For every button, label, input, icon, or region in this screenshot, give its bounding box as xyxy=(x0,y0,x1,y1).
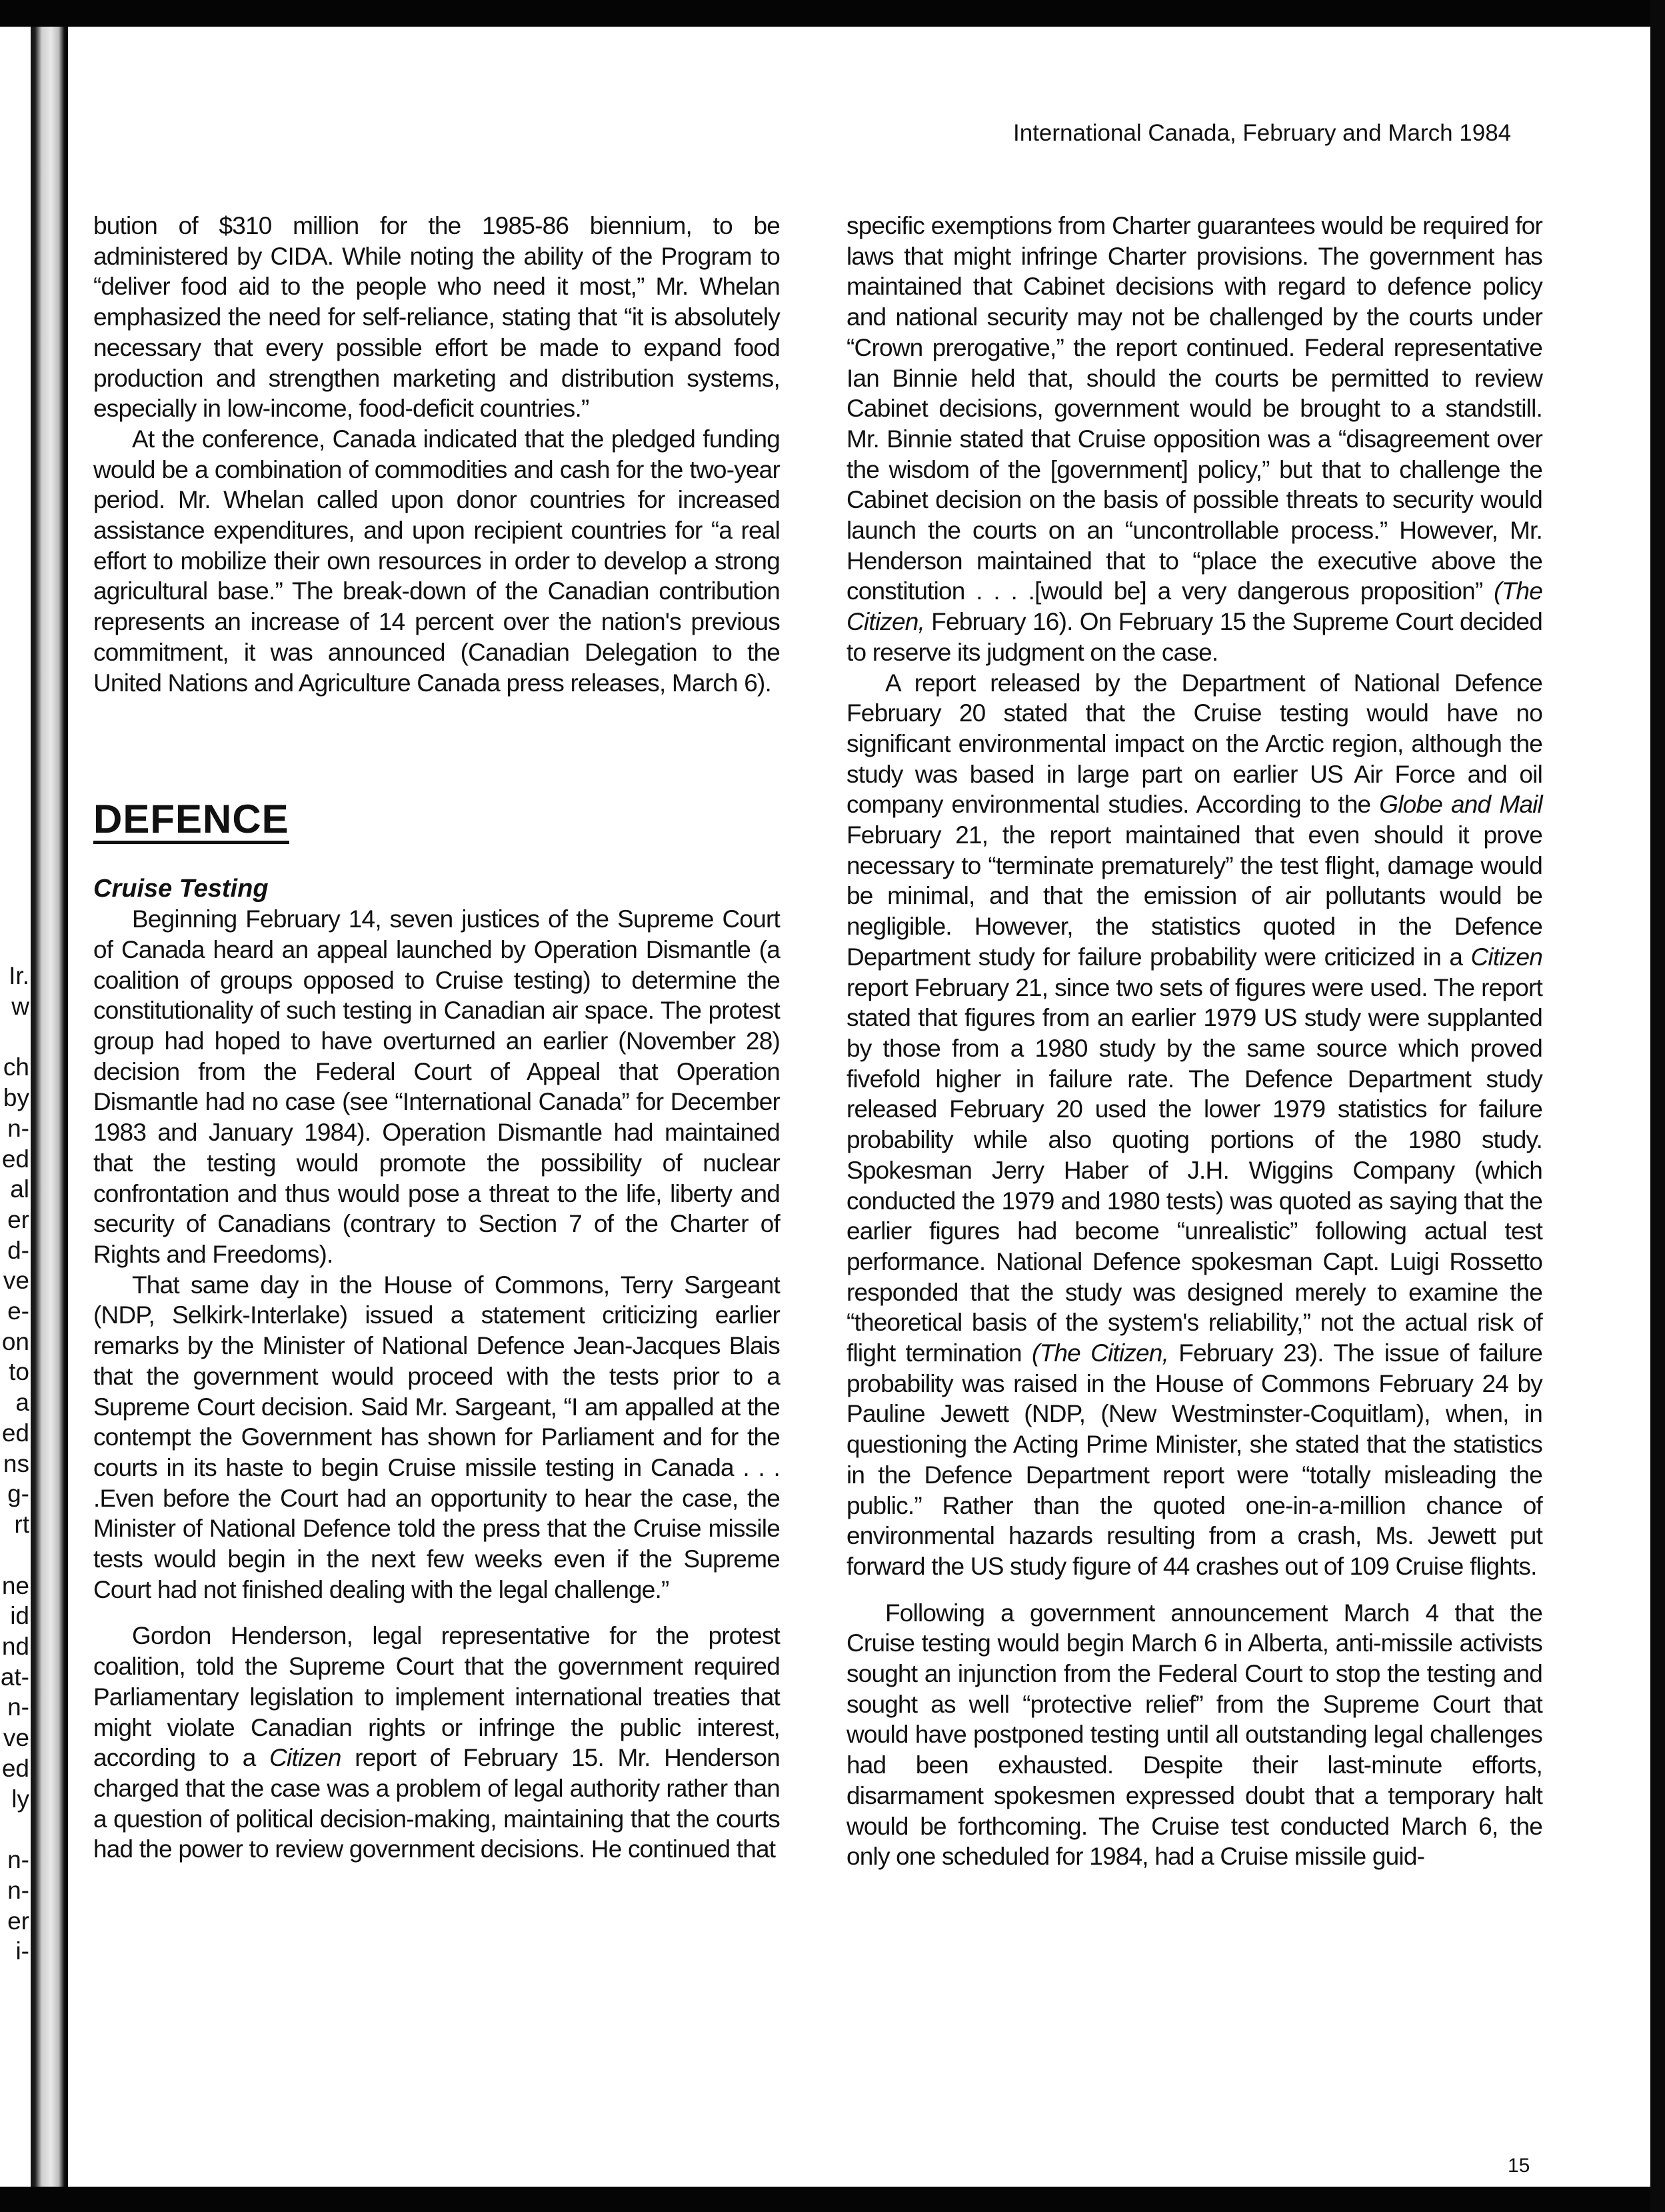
text-run: At the conference, Canada indicated that the pledged funding would be a combination of commodities and cash for the two-year period. Mr. Whelan called upon donor countries for increased assistance expenditures, and upon recipient countries for “a real effort to mobilize their own resources in order to develop a strong agricultural base.” The break-down of the Canadian contribution represents an increase of 14 percent over the nation's previous commitment, it was announced (Canadian Delegation to the United Nations and Agriculture Canada press releases, March 6). xyxy=(93,425,780,697)
text-run: report of February 15. Mr. Henderson charged that the case was a problem of legal authority rather than a question of political decision-making, maintaining that the courts had the power to review government decisions. He continued that xyxy=(93,1744,780,1863)
margin-fragment: ed xyxy=(1,1145,29,1173)
italic-citation: Citizen xyxy=(269,1744,341,1772)
left-column-top xyxy=(93,211,780,698)
margin-fragment: ne xyxy=(1,1571,29,1599)
paragraph xyxy=(93,904,780,1269)
page-binding-shadow xyxy=(31,27,68,2187)
text-run: Following a government announcement March 4 that the Cruise testing would begin March 6 in Alberta, anti-missile activists sought an injunction from the Federal Court to stop the testing and sought as well “protective relief” from the Supreme Court that would have postponed testing until all outstanding legal challenges had been exhausted. Despite their last-minute efforts, disarmament spokesmen expressed doubt that a temporary halt would be forthcoming. The Cruise test conducted March 6, the only one scheduled for 1984, had a Cruise missile guid- xyxy=(846,1599,1542,1871)
margin-fragment: n- xyxy=(7,1114,29,1142)
margin-fragment: ed xyxy=(1,1419,29,1447)
subsection-heading: Cruise Testing xyxy=(93,875,269,903)
text-run: February 23). The issue of failure probability was raised in the House of Commons February 24 by Pauline Jewett (NDP, (New Westminster-Coquitlam), when, in questioning the Acting Prime Minister, she stated that the statistics in the Defence Department report were “totally misleading the public.” Rather than the quoted one-in-a-million chance of environmental hazards resulting from a crash, Ms. Jewett put forward the US study figure of 44 crashes out of 109 Cruise flights. xyxy=(846,1339,1542,1580)
left-column xyxy=(93,211,780,1865)
text-run: specific exemptions from Charter guarantees would be required for laws that might infringe Charter provisions. The government has maintained that Cabinet decisions with regard to defence policy and national security may not be challenged by the courts under “Crown prerogative,” the report continued. Federal representative Ian Binnie held that, should the courts be permitted to review Cabinet decisions, government would be brought to a standstill. Mr. Binnie stated that Cruise opposition was a “disagreement over the wisdom of the [government] policy,” but that to challenge the Cabinet decision on the basis of possible threats to security would launch the courts on an “uncontrollable process.” However, Mr. Henderson maintained that to “place the executive above the constitution . . . .[would be] a very dangerous proposition” xyxy=(846,212,1542,605)
margin-fragment: ve xyxy=(3,1267,29,1295)
text-run: A report released by the Department of National Defence February 20 stated that the Cruise testing would have no significant environmental impact on the Arctic region, although the study was based in large part on earlier US Air Force and oil company environmental studies. According to the xyxy=(846,669,1542,819)
page-number: 15 xyxy=(1508,2155,1530,2177)
margin-fragment: to xyxy=(9,1358,29,1386)
margin-fragment: e- xyxy=(7,1297,29,1325)
adjacent-page-fragments xyxy=(0,1571,29,1815)
paragraph xyxy=(93,211,780,424)
margin-fragment: ed xyxy=(1,1754,29,1782)
text-run: bution of $310 million for the 1985-86 biennium, to be administered by CIDA. While noting the ability of the Program to “deliver food aid to the people who need it most,” Mr. Whelan emphasized the need for self-reliance, stating that “it is absolutely necessary that every possible effort be made to expand food production and strengthen marketing and distribution systems, especially in low-income, food-deficit countries.” xyxy=(93,212,780,423)
paragraph xyxy=(846,668,1542,1582)
margin-fragment: rt xyxy=(14,1510,29,1538)
section-heading: DEFENCE xyxy=(93,798,289,844)
text-run: Beginning February 14, seven justices of the Supreme Court of Canada heard an appeal launched by Operation Dismantle (a coalition of groups opposed to Cruise testing) to determine the constitutionality of such testing in Canadian air space. The protest group had hoped to have overturned an earlier (November 28) decision from the Federal Court of Appeal that Operation Dismantle had no case (see “International Canada” for December 1983 and January 1984). Operation Dismantle had maintained that the testing would promote the possibility of nuclear confrontation and thus would pose a threat to the life, liberty and security of Canadians (contrary to Section 7 of the Charter of Rights and Freedoms). xyxy=(93,905,780,1268)
paragraph xyxy=(846,211,1542,668)
text-run: February 16). On February 15 the Supreme Court decided to reserve its judgment on the case. xyxy=(846,608,1542,666)
italic-citation: (The Citizen, xyxy=(846,577,1542,636)
margin-fragment: n- xyxy=(7,1846,29,1874)
right-column xyxy=(846,211,1542,1872)
left-column-bottom xyxy=(93,904,780,1865)
margin-fragment: ns xyxy=(3,1449,29,1477)
margin-fragment: on xyxy=(1,1327,29,1355)
margin-fragment: al xyxy=(10,1175,29,1203)
margin-fragment: by xyxy=(3,1084,29,1112)
text-run: Gordon Henderson, legal representative for the protest coalition, told the Supreme Court that the government required Parliamentary legislation to implement international treaties that might violate Canadian rights or infringe the public interest, according to a xyxy=(93,1622,780,1772)
text-run: report February 21, since two sets of figures were used. The report stated that figures from an earlier 1979 US study were supplanted by those from a 1980 study by the same source which proved fivefold higher in failure rate. The Defence Department study released February 20 used the lower 1979 statistics for failure probability while also quoting portions of the 1980 study. Spokesman Jerry Haber of J.H. Wiggins Company (which conducted the 1979 and 1980 tests) was quoted as saying that the earlier figures had become “unrealistic” following actual test performance. National Defence spokesman Capt. Luigi Rossetto responded that the study was designed merely to examine the “theoretical basis of the system's reliability,” not the actual risk of flight termination xyxy=(846,973,1542,1367)
scan-border-right xyxy=(1650,0,1665,2212)
italic-citation: Citizen xyxy=(1470,943,1542,971)
margin-fragment: ch xyxy=(3,1053,29,1081)
scan-border-bottom xyxy=(0,2187,1665,2212)
paragraph xyxy=(93,424,780,698)
paragraph xyxy=(93,1621,780,1865)
margin-fragment: g- xyxy=(7,1480,29,1508)
margin-fragment: n- xyxy=(7,1693,29,1721)
paragraph-spacer xyxy=(93,1605,780,1621)
adjacent-page-fragments xyxy=(0,961,29,1021)
margin-fragment: i- xyxy=(15,1937,29,1965)
margin-fragment: er xyxy=(7,1205,29,1233)
margin-fragment: Ir. xyxy=(9,962,29,989)
adjacent-page-margin xyxy=(0,961,29,1967)
text-run: February 21, the report maintained that even should it prove necessary to “terminate prematurely” the test flight, damage would be minimal, and that the emission of air pollutants would be negligible. However, the statistics quoted in the Defence Department study for failure probability were criticized in a xyxy=(846,821,1542,971)
adjacent-page-fragments xyxy=(0,1845,29,1967)
margin-fragment: d- xyxy=(7,1236,29,1264)
paragraph xyxy=(93,1270,780,1605)
margin-fragment: a xyxy=(15,1389,29,1417)
margin-fragment: n- xyxy=(7,1876,29,1904)
margin-fragment: ve xyxy=(3,1724,29,1752)
text-run: That same day in the House of Commons, Terry Sargeant (NDP, Selkirk-Interlake) issued a statement criticizing earlier remarks by the Minister of National Defence Jean-Jacques Blais that the government would proceed with the tests prior to a Supreme Court decision. Said Mr. Sargeant, “I am appalled at the contempt the Government has shown for Parliament and for the courts in its haste to begin Cruise missile testing in Canada . . . .Even before the Court had an opportunity to hear the case, the Minister of National Defence told the press that the Cruise missile tests would begin in the next few weeks even if the Supreme Court had not finished dealing with the legal challenge.” xyxy=(93,1271,780,1603)
scan-border-top xyxy=(0,0,1665,27)
italic-citation: (The Citizen, xyxy=(1032,1339,1169,1367)
italic-citation: Globe and Mail xyxy=(1379,791,1542,819)
adjacent-page-fragments xyxy=(0,1052,29,1539)
paragraph-spacer xyxy=(846,1582,1542,1598)
paragraph xyxy=(846,1598,1542,1872)
margin-fragment: er xyxy=(7,1907,29,1935)
margin-fragment: w xyxy=(11,992,29,1020)
margin-fragment: id xyxy=(10,1602,29,1630)
margin-fragment: ly xyxy=(11,1785,29,1813)
margin-fragment: nd xyxy=(1,1633,29,1661)
running-head: International Canada, February and March 1984 xyxy=(1013,120,1512,146)
margin-fragment: at- xyxy=(0,1663,29,1691)
